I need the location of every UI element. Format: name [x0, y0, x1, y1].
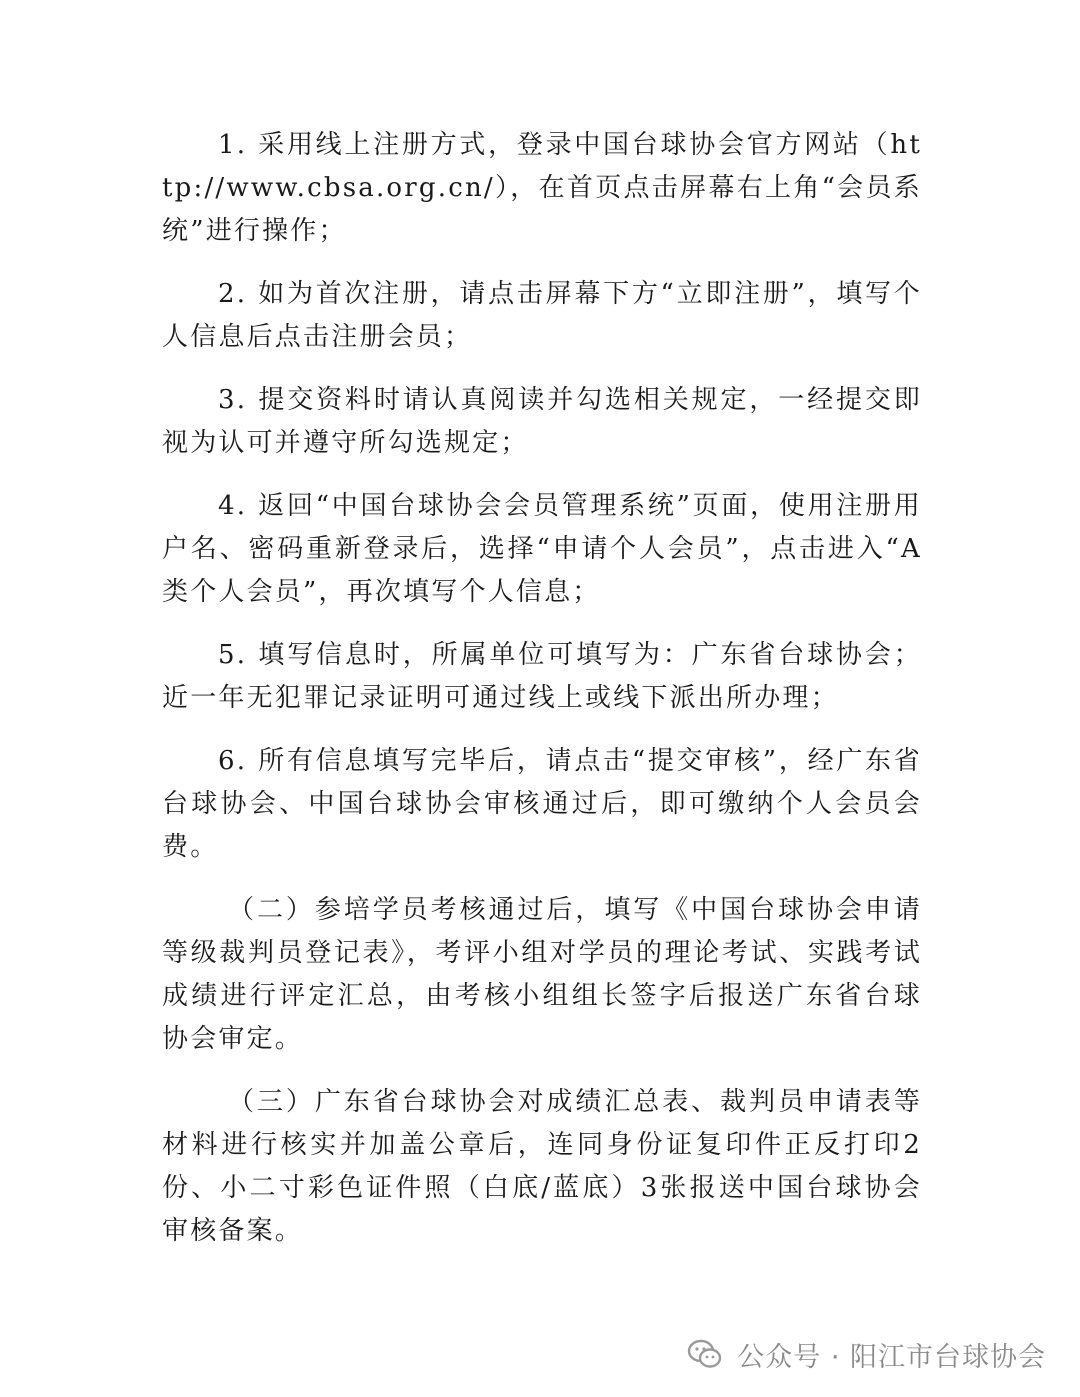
paragraph-step-5: 5. 填写信息时，所属单位可填写为：广东省台球协会；近一年无犯罪记录证明可通过线上或线下派出所办理；	[162, 640, 922, 713]
paragraph-step-6: 6. 所有信息填写完毕后，请点击“提交审核”，经广东省台球协会、中国台球协会审核通过后，即可缴纳个人会员会费。	[162, 746, 922, 862]
paragraph-step-4: 4. 返回“中国台球协会会员管理系统”页面，使用注册用户名、密码重新登录后，选择“申请个人会员”，点击进入“A类个人会员”，再次填写个人信息；	[162, 491, 922, 607]
paragraph-step-1: 1. 采用线上注册方式，登录中国台球协会官方网站（http://www.cbsa.org.cn/），在首页点击屏幕右上角“会员系统”进行操作；	[162, 130, 922, 246]
paragraph-step-2: 2. 如为首次注册，请点击屏幕下方“立即注册”，填写个人信息后点击注册会员；	[162, 279, 922, 352]
document-body	[162, 124, 922, 1273]
wechat-watermark	[687, 1334, 1046, 1374]
paragraph-step-3: 3. 提交资料时请认真阅读并勾选相关规定，一经提交即视为认可并遵守所勾选规定；	[162, 385, 922, 458]
paragraph-section-2: （二）参培学员考核通过后，填写《中国台球协会申请等级裁判员登记表》，考评小组对学员的理论考试、实践考试成绩进行评定汇总，由考核小组组长签字后报送广东省台球协会审定。	[162, 895, 922, 1054]
paragraph-section-3: （三）广东省台球协会对成绩汇总表、裁判员申请表等材料进行核实并加盖公章后，连同身份证复印件正反打印2份、小二寸彩色证件照（白底/蓝底）3张报送中国台球协会审核备案。	[162, 1087, 922, 1246]
watermark-text: 公众号 · 阳江市台球协会	[737, 1341, 1046, 1373]
wechat-icon	[687, 1339, 723, 1369]
